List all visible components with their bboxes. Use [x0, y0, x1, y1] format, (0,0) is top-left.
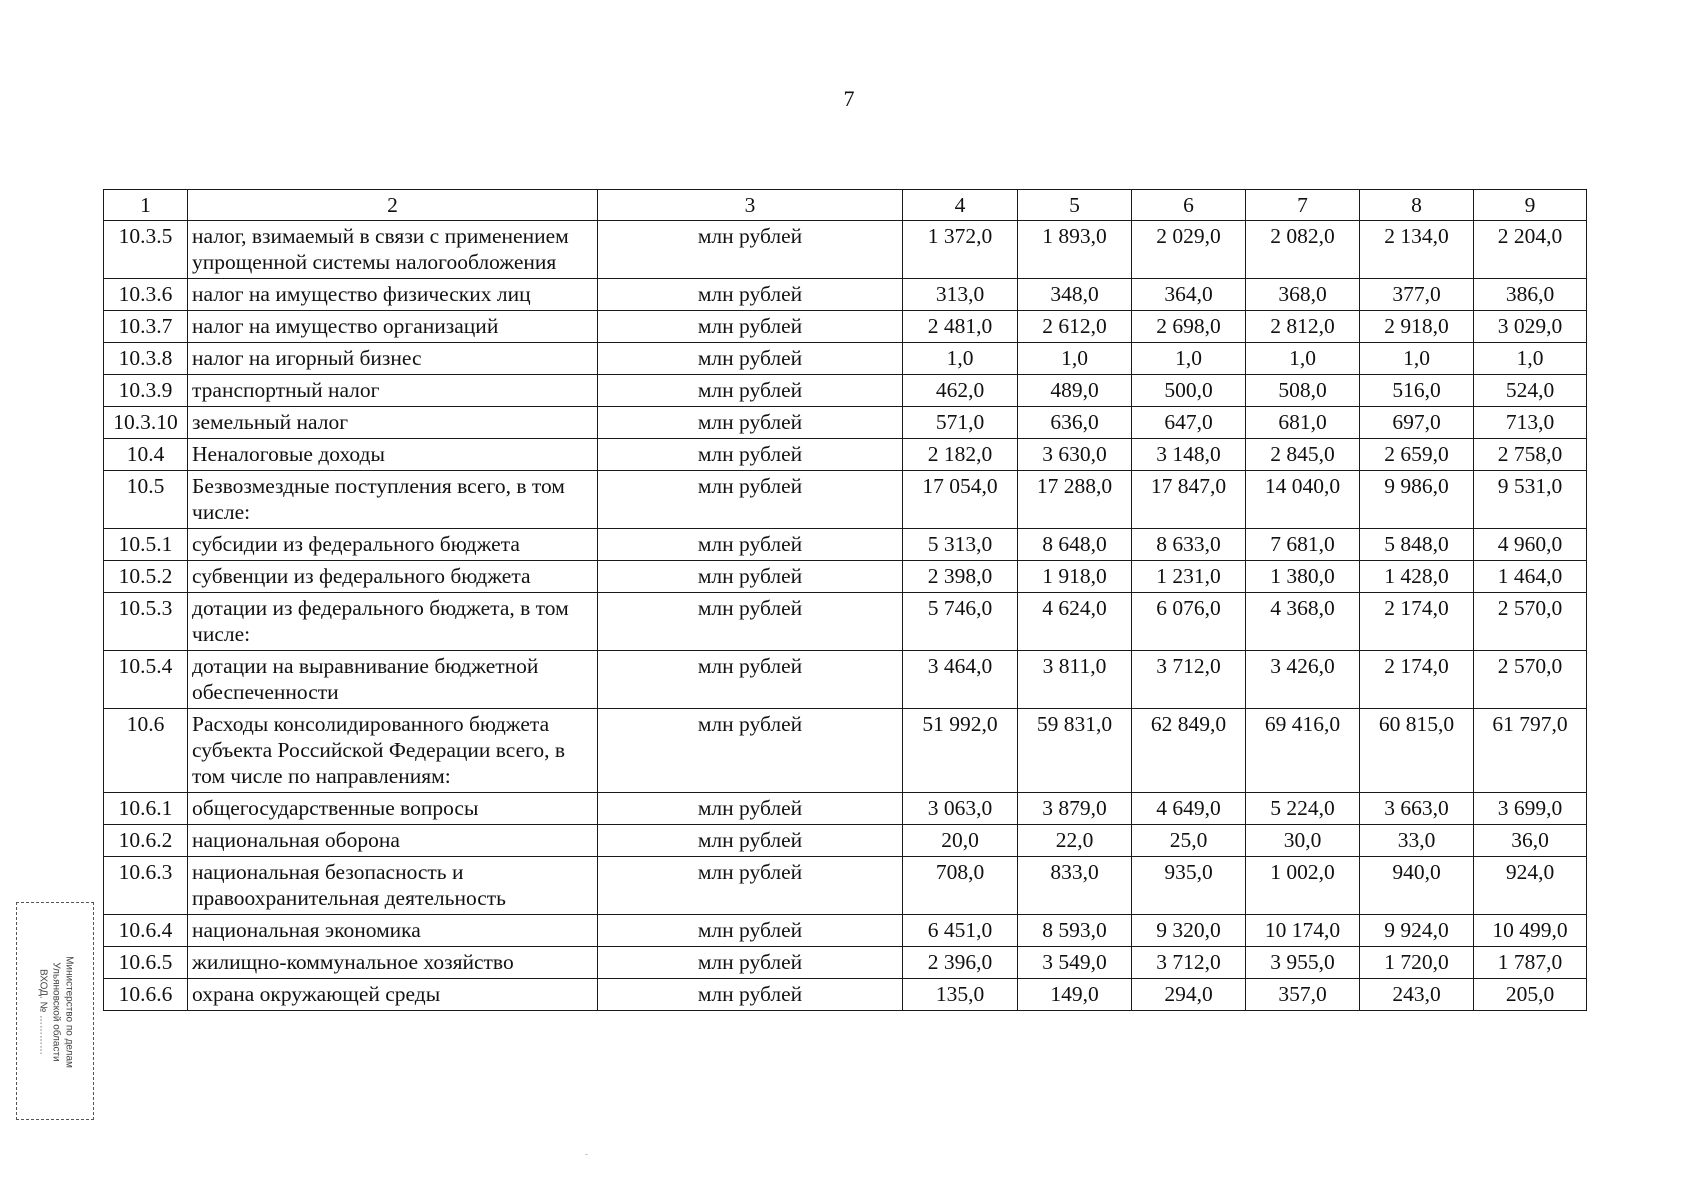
row-code: 10.3.8	[104, 343, 188, 375]
row-code: 10.6.3	[104, 857, 188, 915]
row-value-col-7: 30,0	[1246, 825, 1360, 857]
row-value-col-6: 3 712,0	[1132, 947, 1246, 979]
row-value-col-5: 59 831,0	[1018, 709, 1132, 793]
table-row	[104, 709, 1587, 793]
row-value-col-6: 9 320,0	[1132, 915, 1246, 947]
row-code: 10.4	[104, 439, 188, 471]
table-row	[104, 979, 1587, 1011]
row-unit: млн рублей	[598, 793, 903, 825]
row-value-col-7: 3 426,0	[1246, 651, 1360, 709]
row-value-col-4: 708,0	[903, 857, 1018, 915]
row-value-col-4: 2 398,0	[903, 561, 1018, 593]
row-value-col-6: 647,0	[1132, 407, 1246, 439]
row-value-col-9: 1 464,0	[1474, 561, 1587, 593]
row-value-col-5: 22,0	[1018, 825, 1132, 857]
row-value-col-9: 4 960,0	[1474, 529, 1587, 561]
row-value-col-9: 9 531,0	[1474, 471, 1587, 529]
row-unit: млн рублей	[598, 651, 903, 709]
row-value-col-5: 3 811,0	[1018, 651, 1132, 709]
row-name: Неналоговые доходы	[188, 439, 598, 471]
row-value-col-4: 5 313,0	[903, 529, 1018, 561]
row-value-col-5: 1 918,0	[1018, 561, 1132, 593]
row-value-col-4: 2 481,0	[903, 311, 1018, 343]
row-unit: млн рублей	[598, 979, 903, 1011]
table-row	[104, 825, 1587, 857]
row-value-col-7: 1 002,0	[1246, 857, 1360, 915]
indicators-table	[103, 189, 1587, 1011]
table-row	[104, 471, 1587, 529]
row-value-col-4: 313,0	[903, 279, 1018, 311]
row-value-col-6: 364,0	[1132, 279, 1246, 311]
row-value-col-4: 51 992,0	[903, 709, 1018, 793]
row-value-col-7: 2 845,0	[1246, 439, 1360, 471]
row-value-col-8: 697,0	[1360, 407, 1474, 439]
row-value-col-8: 33,0	[1360, 825, 1474, 857]
row-value-col-6: 3 712,0	[1132, 651, 1246, 709]
row-value-col-7: 5 224,0	[1246, 793, 1360, 825]
row-name: общегосударственные вопросы	[188, 793, 598, 825]
row-name: национальная безопасность и правоохранительная деятельность	[188, 857, 598, 915]
row-name: жилищно-коммунальное хозяйство	[188, 947, 598, 979]
row-value-col-9: 524,0	[1474, 375, 1587, 407]
row-value-col-8: 5 848,0	[1360, 529, 1474, 561]
row-value-col-9: 1,0	[1474, 343, 1587, 375]
row-value-col-6: 62 849,0	[1132, 709, 1246, 793]
table-row	[104, 651, 1587, 709]
row-name: налог, взимаемый в связи с применением упрощенной системы налогообложения	[188, 221, 598, 279]
row-value-col-5: 833,0	[1018, 857, 1132, 915]
table-row	[104, 915, 1587, 947]
row-value-col-8: 2 918,0	[1360, 311, 1474, 343]
column-header-6: 6	[1132, 190, 1246, 221]
table-row	[104, 407, 1587, 439]
table-row	[104, 221, 1587, 279]
column-header-8: 8	[1360, 190, 1474, 221]
row-value-col-9: 713,0	[1474, 407, 1587, 439]
row-value-col-4: 20,0	[903, 825, 1018, 857]
row-value-col-6: 6 076,0	[1132, 593, 1246, 651]
row-value-col-5: 3 630,0	[1018, 439, 1132, 471]
row-value-col-8: 9 924,0	[1360, 915, 1474, 947]
row-value-col-8: 1,0	[1360, 343, 1474, 375]
row-name: налог на имущество организаций	[188, 311, 598, 343]
row-value-col-4: 1 372,0	[903, 221, 1018, 279]
row-value-col-9: 2 758,0	[1474, 439, 1587, 471]
row-value-col-9: 3 029,0	[1474, 311, 1587, 343]
row-name: субвенции из федерального бюджета	[188, 561, 598, 593]
row-code: 10.3.6	[104, 279, 188, 311]
row-value-col-8: 2 174,0	[1360, 593, 1474, 651]
row-value-col-9: 924,0	[1474, 857, 1587, 915]
row-value-col-6: 17 847,0	[1132, 471, 1246, 529]
row-value-col-8: 243,0	[1360, 979, 1474, 1011]
table-row	[104, 593, 1587, 651]
row-unit: млн рублей	[598, 311, 903, 343]
row-value-col-7: 2 812,0	[1246, 311, 1360, 343]
table-row	[104, 793, 1587, 825]
row-code: 10.3.9	[104, 375, 188, 407]
row-value-col-4: 3 464,0	[903, 651, 1018, 709]
row-value-col-5: 1 893,0	[1018, 221, 1132, 279]
table-row	[104, 311, 1587, 343]
row-value-col-8: 9 986,0	[1360, 471, 1474, 529]
row-code: 10.3.10	[104, 407, 188, 439]
row-value-col-7: 7 681,0	[1246, 529, 1360, 561]
row-unit: млн рублей	[598, 709, 903, 793]
row-value-col-8: 516,0	[1360, 375, 1474, 407]
row-code: 10.6.2	[104, 825, 188, 857]
stamp-line: Министерство по делам	[63, 956, 75, 1068]
table-row	[104, 561, 1587, 593]
row-value-col-6: 294,0	[1132, 979, 1246, 1011]
row-value-col-9: 3 699,0	[1474, 793, 1587, 825]
row-code: 10.5.3	[104, 593, 188, 651]
row-value-col-5: 4 624,0	[1018, 593, 1132, 651]
row-value-col-6: 1 231,0	[1132, 561, 1246, 593]
row-value-col-5: 489,0	[1018, 375, 1132, 407]
row-value-col-8: 60 815,0	[1360, 709, 1474, 793]
row-value-col-9: 61 797,0	[1474, 709, 1587, 793]
column-header-2: 2	[188, 190, 598, 221]
column-header-3: 3	[598, 190, 903, 221]
table-header-row	[104, 190, 1587, 221]
row-unit: млн рублей	[598, 529, 903, 561]
table-row	[104, 857, 1587, 915]
row-value-col-7: 1 380,0	[1246, 561, 1360, 593]
row-unit: млн рублей	[598, 857, 903, 915]
row-value-col-4: 135,0	[903, 979, 1018, 1011]
row-name: дотации на выравнивание бюджетной обеспеченности	[188, 651, 598, 709]
row-name: дотации из федерального бюджета, в том числе:	[188, 593, 598, 651]
row-value-col-9: 1 787,0	[1474, 947, 1587, 979]
stamp-line: ВХОД. № …………	[37, 969, 49, 1055]
row-value-col-4: 2 182,0	[903, 439, 1018, 471]
row-value-col-5: 1,0	[1018, 343, 1132, 375]
row-name: национальная экономика	[188, 915, 598, 947]
row-value-col-5: 2 612,0	[1018, 311, 1132, 343]
row-code: 10.6	[104, 709, 188, 793]
row-value-col-6: 500,0	[1132, 375, 1246, 407]
row-value-col-4: 5 746,0	[903, 593, 1018, 651]
stamp-line: Ульяновской области	[50, 962, 62, 1062]
scan-artifact	[585, 1154, 588, 1155]
row-code: 10.5.1	[104, 529, 188, 561]
row-unit: млн рублей	[598, 343, 903, 375]
column-header-7: 7	[1246, 190, 1360, 221]
row-value-col-4: 3 063,0	[903, 793, 1018, 825]
row-value-col-9: 2 570,0	[1474, 593, 1587, 651]
row-value-col-8: 2 134,0	[1360, 221, 1474, 279]
row-value-col-6: 8 633,0	[1132, 529, 1246, 561]
row-value-col-7: 14 040,0	[1246, 471, 1360, 529]
registration-stamp	[16, 902, 94, 1120]
row-value-col-6: 4 649,0	[1132, 793, 1246, 825]
row-value-col-5: 8 648,0	[1018, 529, 1132, 561]
row-code: 10.6.4	[104, 915, 188, 947]
row-value-col-6: 2 698,0	[1132, 311, 1246, 343]
row-name: Расходы консолидированного бюджета субъекта Российской Федерации всего, в том числе по направлениям:	[188, 709, 598, 793]
row-value-col-8: 3 663,0	[1360, 793, 1474, 825]
row-value-col-5: 149,0	[1018, 979, 1132, 1011]
row-name: транспортный налог	[188, 375, 598, 407]
row-value-col-8: 2 659,0	[1360, 439, 1474, 471]
row-value-col-9: 2 204,0	[1474, 221, 1587, 279]
row-value-col-8: 1 428,0	[1360, 561, 1474, 593]
row-name: национальная оборона	[188, 825, 598, 857]
row-value-col-4: 1,0	[903, 343, 1018, 375]
row-unit: млн рублей	[598, 561, 903, 593]
row-value-col-7: 368,0	[1246, 279, 1360, 311]
table-row	[104, 375, 1587, 407]
page-number: 7	[843, 86, 855, 111]
row-value-col-5: 8 593,0	[1018, 915, 1132, 947]
row-value-col-5: 3 549,0	[1018, 947, 1132, 979]
row-unit: млн рублей	[598, 221, 903, 279]
row-value-col-4: 6 451,0	[903, 915, 1018, 947]
row-code: 10.5.4	[104, 651, 188, 709]
stamp-text	[37, 907, 76, 1117]
table-row	[104, 947, 1587, 979]
row-value-col-7: 4 368,0	[1246, 593, 1360, 651]
row-value-col-6: 1,0	[1132, 343, 1246, 375]
row-value-col-8: 377,0	[1360, 279, 1474, 311]
row-unit: млн рублей	[598, 825, 903, 857]
row-code: 10.6.1	[104, 793, 188, 825]
row-value-col-9: 10 499,0	[1474, 915, 1587, 947]
row-unit: млн рублей	[598, 279, 903, 311]
row-value-col-4: 2 396,0	[903, 947, 1018, 979]
row-unit: млн рублей	[598, 439, 903, 471]
row-value-col-7: 357,0	[1246, 979, 1360, 1011]
row-value-col-9: 205,0	[1474, 979, 1587, 1011]
row-value-col-9: 386,0	[1474, 279, 1587, 311]
row-value-col-8: 940,0	[1360, 857, 1474, 915]
row-name: охрана окружающей среды	[188, 979, 598, 1011]
row-value-col-9: 36,0	[1474, 825, 1587, 857]
indicators-table-wrapper	[103, 189, 1586, 1011]
row-name: налог на игорный бизнес	[188, 343, 598, 375]
row-code: 10.5.2	[104, 561, 188, 593]
row-value-col-6: 2 029,0	[1132, 221, 1246, 279]
row-unit: млн рублей	[598, 375, 903, 407]
row-value-col-4: 571,0	[903, 407, 1018, 439]
row-value-col-9: 2 570,0	[1474, 651, 1587, 709]
row-value-col-6: 935,0	[1132, 857, 1246, 915]
table-body	[104, 190, 1587, 1011]
table-row	[104, 439, 1587, 471]
row-value-col-7: 10 174,0	[1246, 915, 1360, 947]
row-unit: млн рублей	[598, 407, 903, 439]
row-code: 10.3.7	[104, 311, 188, 343]
row-code: 10.6.6	[104, 979, 188, 1011]
row-value-col-6: 25,0	[1132, 825, 1246, 857]
row-code: 10.5	[104, 471, 188, 529]
row-unit: млн рублей	[598, 471, 903, 529]
row-name: Безвозмездные поступления всего, в том числе:	[188, 471, 598, 529]
row-value-col-8: 1 720,0	[1360, 947, 1474, 979]
row-name: земельный налог	[188, 407, 598, 439]
column-header-1: 1	[104, 190, 188, 221]
row-unit: млн рублей	[598, 915, 903, 947]
row-value-col-5: 636,0	[1018, 407, 1132, 439]
table-row	[104, 529, 1587, 561]
table-row	[104, 279, 1587, 311]
row-code: 10.6.5	[104, 947, 188, 979]
table-row	[104, 343, 1587, 375]
row-value-col-7: 2 082,0	[1246, 221, 1360, 279]
row-value-col-7: 508,0	[1246, 375, 1360, 407]
row-value-col-7: 3 955,0	[1246, 947, 1360, 979]
row-value-col-4: 462,0	[903, 375, 1018, 407]
row-value-col-6: 3 148,0	[1132, 439, 1246, 471]
row-value-col-7: 69 416,0	[1246, 709, 1360, 793]
row-value-col-5: 348,0	[1018, 279, 1132, 311]
row-code: 10.3.5	[104, 221, 188, 279]
row-value-col-5: 3 879,0	[1018, 793, 1132, 825]
row-value-col-8: 2 174,0	[1360, 651, 1474, 709]
row-name: субсидии из федерального бюджета	[188, 529, 598, 561]
row-unit: млн рублей	[598, 593, 903, 651]
column-header-4: 4	[903, 190, 1018, 221]
row-name: налог на имущество физических лиц	[188, 279, 598, 311]
row-value-col-4: 17 054,0	[903, 471, 1018, 529]
row-unit: млн рублей	[598, 947, 903, 979]
row-value-col-7: 681,0	[1246, 407, 1360, 439]
column-header-9: 9	[1474, 190, 1587, 221]
row-value-col-7: 1,0	[1246, 343, 1360, 375]
column-header-5: 5	[1018, 190, 1132, 221]
row-value-col-5: 17 288,0	[1018, 471, 1132, 529]
